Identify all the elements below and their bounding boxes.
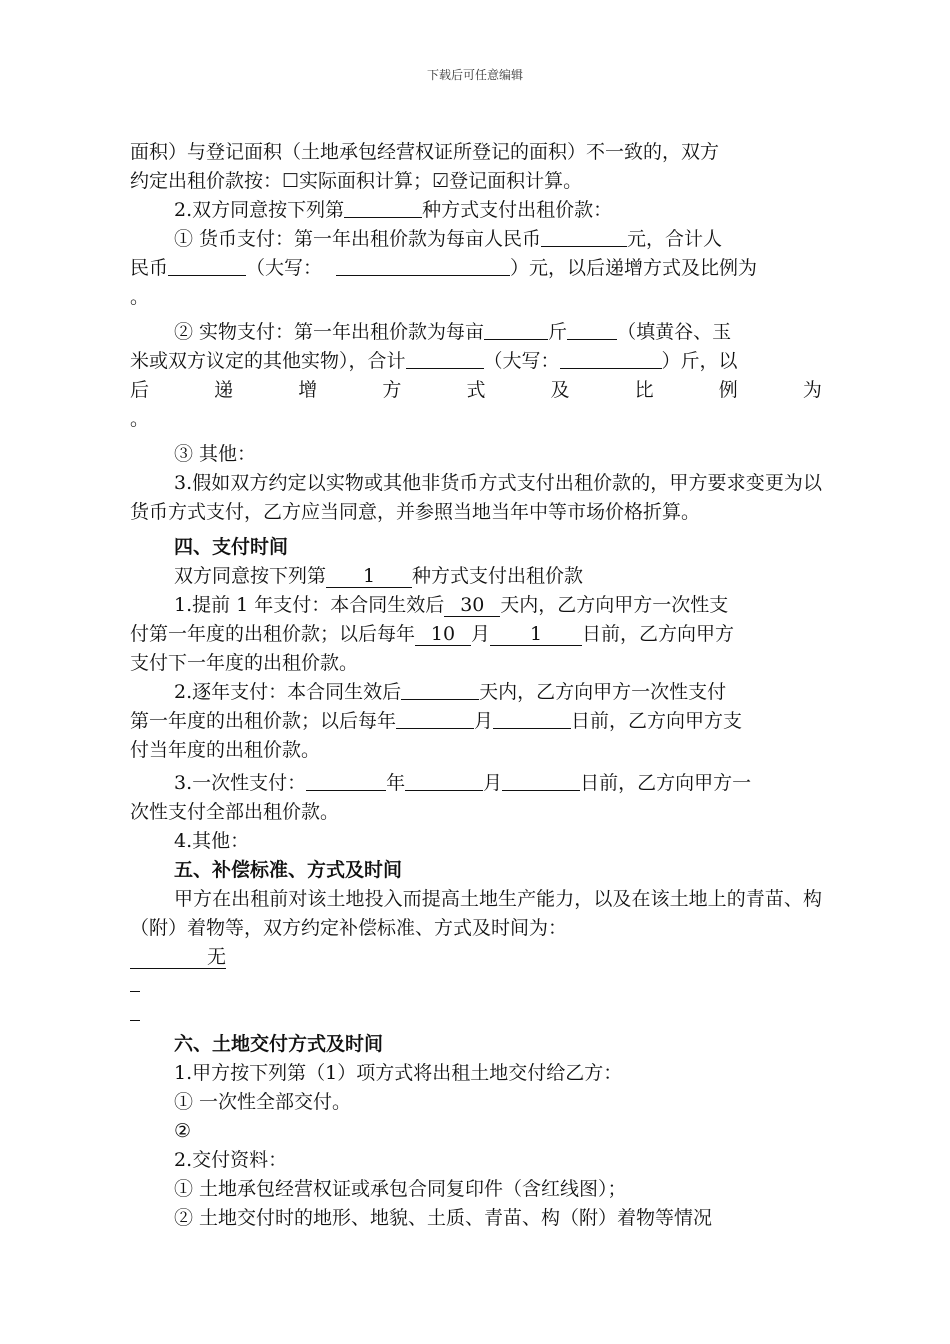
char: 增 <box>298 379 318 401</box>
blank-total-rmb[interactable] <box>168 255 246 276</box>
text: 元，合计人 <box>627 228 723 250</box>
blank-jin-per-mu[interactable] <box>484 319 548 340</box>
text: 斤 <box>548 321 568 343</box>
checkbox-registered-area[interactable]: ☑登记面积计算。 <box>432 170 583 192</box>
text: 月 <box>471 623 491 645</box>
paragraph-end <box>130 283 822 312</box>
text: 民币 <box>130 257 169 279</box>
paragraph-yearly-payment <box>130 678 822 707</box>
paragraph-compensation: 甲方在出租前对该土地投入而提高土地生产能力，以及在该土地上的青苗、构（附）着物等，双方约定补偿标准、方式及时间为： <box>130 888 822 939</box>
paragraph-other-time: 4.其他： <box>174 830 250 852</box>
filled-method-number[interactable]: 1 <box>326 565 412 588</box>
text: 米或双方议定的其他实物），合计 <box>130 350 406 372</box>
section-heading-5: 五、补偿标准、方式及时间 <box>174 859 403 881</box>
text: 种方式支付出租价款 <box>412 565 584 587</box>
char: 比 <box>634 379 654 401</box>
filled-compensation[interactable]: 无 <box>130 946 226 969</box>
paragraph-advance-payment-cont <box>130 620 822 649</box>
text: 日前，乙方向甲方一 <box>580 772 752 794</box>
blank-day[interactable] <box>502 770 580 791</box>
char: 式 <box>466 379 486 401</box>
text: 。 <box>130 408 150 430</box>
text: 付第一年度的出租价款；以后每年 <box>130 623 416 645</box>
section-heading-6: 六、土地交付方式及时间 <box>174 1033 384 1055</box>
text: 月 <box>483 772 503 794</box>
paragraph-kind-payment <box>130 318 822 347</box>
section-heading-4: 四、支付时间 <box>174 536 289 558</box>
paragraph-conversion: 3.假如双方约定以实物或其他非货币方式支付出租价款的，甲方要求变更为以货币方式支付，乙方应当同意，并参照当地当年中等市场价格折算。 <box>130 472 822 523</box>
text: 年 <box>386 772 406 794</box>
text: 2.逐年支付：本合同生效后 <box>174 681 402 703</box>
text: （大写： <box>246 257 323 279</box>
paragraph-payment-time <box>130 562 822 591</box>
paragraph-advance-payment-end: 支付下一年度的出租价款。 <box>130 652 359 674</box>
paragraph-yearly-payment-cont <box>130 707 822 736</box>
paragraph-lump-sum-end: 次性支付全部出租价款。 <box>130 801 340 823</box>
blank-year[interactable] <box>306 770 386 791</box>
text: 日前，乙方向甲方 <box>582 623 735 645</box>
paragraph-doc-2: ② 土地交付时的地形、地貌、土质、青苗、构（附）着物等情况 <box>174 1207 713 1229</box>
paragraph-yearly-payment-end: 付当年度的出租价款。 <box>130 739 321 761</box>
paragraph-doc-1: ① 土地承包经营权证或承包合同复印件（含红线图）； <box>174 1178 627 1200</box>
text: ）斤，以 <box>661 350 738 372</box>
text: ① 货币支付：第一年出租价款为每亩人民币 <box>174 228 542 250</box>
text: 种方式支付出租价款： <box>422 199 613 221</box>
blank-days[interactable] <box>401 679 479 700</box>
blank-method-number[interactable] <box>344 197 422 218</box>
checkbox-actual-area[interactable]: ☐实际面积计算； <box>282 170 433 192</box>
text: （大写： <box>483 350 560 372</box>
page-header: 下载后可任意编辑 <box>426 68 523 82</box>
text: 1.提前 1 年支付：本合同生效后 <box>174 594 445 616</box>
spread-line <box>130 376 822 405</box>
paragraph-lump-sum <box>130 769 822 798</box>
paragraph-advance-payment <box>130 591 822 620</box>
char: 为 <box>802 379 822 401</box>
document-body <box>130 138 822 1233</box>
paragraph-currency-payment-cont <box>130 254 822 283</box>
char: 方 <box>382 379 402 401</box>
blank-day[interactable] <box>493 708 571 729</box>
blank-total-uppercase[interactable] <box>336 255 510 276</box>
filled-day[interactable]: 1 <box>490 623 582 646</box>
paragraph-delivery-option-1: ① 一次性全部交付。 <box>174 1091 352 1113</box>
blank-total-jin[interactable] <box>406 348 484 369</box>
text: （填黄谷、玉 <box>617 321 732 343</box>
text: 3.一次性支付： <box>174 772 307 794</box>
char: 后 <box>130 379 150 401</box>
underline-mark <box>130 1001 822 1030</box>
paragraph-delivery-option-2: ② <box>174 1120 192 1142</box>
blank-month[interactable] <box>405 770 483 791</box>
paragraph-compensation-value <box>130 943 822 972</box>
dash-mark <box>130 1002 140 1021</box>
paragraph-other: ③ 其他： <box>174 443 257 465</box>
blank-goods-type[interactable] <box>567 319 617 340</box>
text: 2.双方同意按下列第 <box>174 199 345 221</box>
text: 月 <box>474 710 494 732</box>
text: 双方同意按下列第 <box>174 565 327 587</box>
filled-month[interactable]: 10 <box>415 623 471 646</box>
paragraph-payment-method <box>130 196 822 225</box>
blank-month[interactable] <box>396 708 474 729</box>
text: 天内，乙方向甲方一次性支付 <box>479 681 727 703</box>
text: 约定出租价款按： <box>130 170 283 192</box>
text: ② 实物支付：第一年出租价款为每亩 <box>174 321 485 343</box>
text: 。 <box>130 286 150 308</box>
filled-days[interactable]: 30 <box>444 594 500 617</box>
blank-total-jin-uppercase[interactable] <box>560 348 662 369</box>
char: 及 <box>550 379 570 401</box>
paragraph-kind-payment-cont <box>130 347 822 376</box>
text: 日前，乙方向甲方支 <box>571 710 743 732</box>
text: 第一年度的出租价款；以后每年 <box>130 710 397 732</box>
paragraph-area-clause <box>130 138 822 196</box>
dash-mark <box>130 973 140 992</box>
char: 例 <box>718 379 738 401</box>
underline-mark <box>130 972 822 1001</box>
paragraph-end <box>130 405 822 434</box>
text: 天内，乙方向甲方一次性支 <box>500 594 729 616</box>
blank-price-per-mu[interactable] <box>541 226 627 247</box>
paragraph-currency-payment <box>130 225 822 254</box>
paragraph-delivery-docs: 2.交付资料： <box>174 1149 288 1171</box>
char: 递 <box>214 379 234 401</box>
paragraph-delivery-method: 1.甲方按下列第（1）项方式将出租土地交付给乙方： <box>174 1062 623 1084</box>
text: 面积）与登记面积（土地承包经营权证所登记的面积）不一致的，双方 <box>130 141 720 163</box>
text: ）元，以后递增方式及比例为 <box>510 257 758 279</box>
